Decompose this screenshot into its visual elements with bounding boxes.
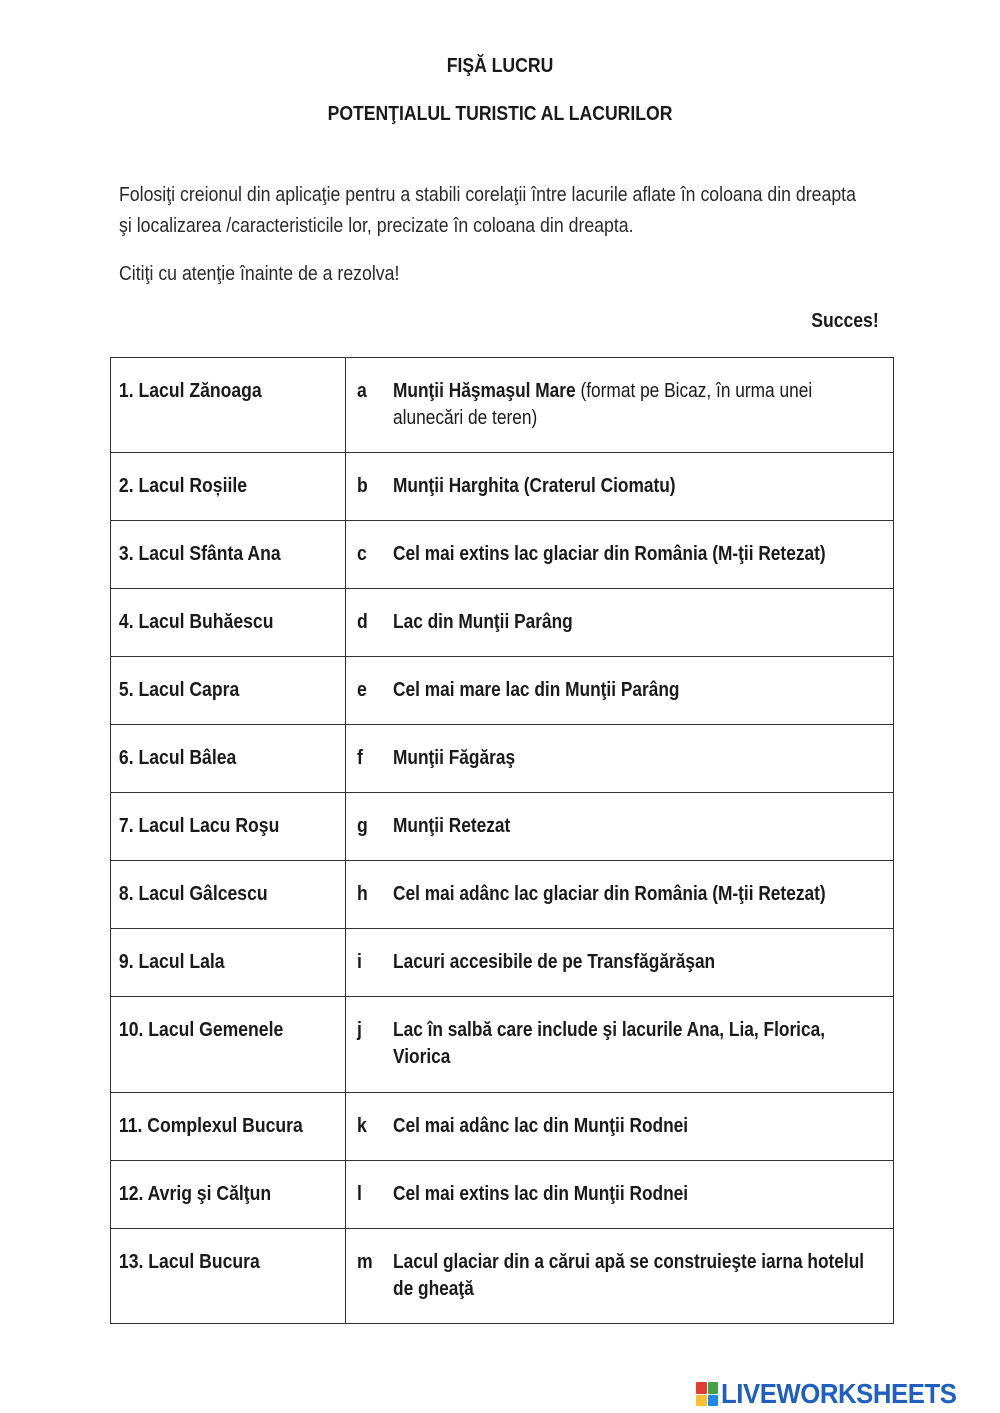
- description-cell[interactable]: [346, 725, 894, 793]
- description-bold: Lacul glaciar din a cărui apă se construieşte iarna hotelul de gheaţă: [393, 1251, 865, 1300]
- table-row: [111, 861, 894, 929]
- table-row: [111, 1093, 894, 1161]
- lake-name: 13. Lacul Bucura: [118, 1251, 260, 1273]
- lake-name: 4. Lacul Buhăescu: [118, 611, 274, 633]
- description-cell[interactable]: [346, 793, 894, 861]
- logo-text: LIVEWORKSHEETS: [721, 1378, 957, 1409]
- description-cell[interactable]: [346, 1093, 894, 1161]
- option-letter: b: [357, 475, 368, 497]
- option-description: [393, 378, 877, 432]
- lake-name: 6. Lacul Bâlea: [118, 747, 237, 769]
- option-description: [393, 1017, 877, 1071]
- option-letter: h: [357, 883, 368, 905]
- lake-cell[interactable]: [111, 1229, 346, 1324]
- description-cell[interactable]: [346, 521, 894, 589]
- table-row: [111, 358, 894, 453]
- liveworksheets-logo: [696, 1378, 977, 1410]
- option-letter: c: [357, 543, 367, 565]
- lake-name: 12. Avrig şi Călţun: [118, 1183, 272, 1205]
- description-bold: Lac din Munţii Parâng: [393, 611, 573, 633]
- option-description: [393, 881, 877, 908]
- option-letter: f: [357, 747, 363, 769]
- option-description: [393, 541, 877, 568]
- lake-cell[interactable]: [111, 861, 346, 929]
- description-bold: Lac în salbă care include şi lacurile Ana, Lia, Florica, Viorica: [393, 1019, 826, 1068]
- description-bold: Cel mai adânc lac glaciar din România (M-ţii Retezat): [393, 883, 826, 905]
- lake-cell[interactable]: [111, 793, 346, 861]
- table-row: [111, 657, 894, 725]
- lake-cell[interactable]: [111, 657, 346, 725]
- lake-cell[interactable]: [111, 358, 346, 453]
- option-letter: e: [357, 679, 367, 701]
- lake-name: 7. Lacul Lacu Roşu: [118, 815, 280, 837]
- instructions-warning: Citiţi cu atenţie înainte de a rezolva!: [119, 263, 400, 285]
- option-description: [393, 813, 877, 840]
- description-cell[interactable]: [346, 358, 894, 453]
- option-description: [393, 609, 877, 636]
- lake-name: 1. Lacul Zănoaga: [118, 380, 262, 402]
- lake-name: 8. Lacul Gâlcescu: [118, 883, 268, 905]
- description-bold: Cel mai extins lac din Munţii Rodnei: [393, 1183, 689, 1205]
- table-row: [111, 521, 894, 589]
- description-bold: Munţii Hăşmaşul Mare: [393, 380, 576, 402]
- lake-cell[interactable]: [111, 589, 346, 657]
- option-letter: i: [357, 951, 362, 973]
- option-letter: a: [357, 380, 367, 402]
- description-cell[interactable]: [346, 997, 894, 1093]
- option-letter: k: [357, 1115, 367, 1137]
- matching-table: [110, 357, 894, 1324]
- lake-cell[interactable]: [111, 521, 346, 589]
- table-row: [111, 589, 894, 657]
- table-row: [111, 725, 894, 793]
- description-bold: Munţii Harghita (Craterul Ciomatu): [393, 475, 676, 497]
- lake-cell[interactable]: [111, 929, 346, 997]
- description-note: (format pe Bicaz, în urma unei alunecări de teren): [393, 380, 813, 429]
- option-description: [393, 1181, 877, 1208]
- option-description: [393, 1249, 877, 1303]
- description-cell[interactable]: [346, 861, 894, 929]
- option-letter: j: [357, 1019, 362, 1041]
- option-letter: m: [357, 1251, 373, 1273]
- description-cell[interactable]: [346, 589, 894, 657]
- lake-cell[interactable]: [111, 725, 346, 793]
- table-row: [111, 1161, 894, 1229]
- lake-cell[interactable]: [111, 997, 346, 1093]
- description-cell[interactable]: [346, 1161, 894, 1229]
- option-letter: l: [357, 1183, 362, 1205]
- lake-cell[interactable]: [111, 1161, 346, 1229]
- lake-cell[interactable]: [111, 1093, 346, 1161]
- table-row: [111, 997, 894, 1093]
- table-row: [111, 793, 894, 861]
- description-cell[interactable]: [346, 929, 894, 997]
- lake-name: 2. Lacul Roșiile: [118, 475, 248, 497]
- description-cell[interactable]: [346, 453, 894, 521]
- lake-name: 10. Lacul Gemenele: [118, 1019, 284, 1041]
- option-description: [393, 745, 877, 772]
- option-letter: g: [357, 815, 368, 837]
- description-bold: Munţii Retezat: [393, 815, 511, 837]
- option-description: [393, 1113, 877, 1140]
- description-cell[interactable]: [346, 657, 894, 725]
- lake-name: 11. Complexul Bucura: [118, 1115, 303, 1137]
- description-bold: Munţii Făgăraş: [393, 747, 516, 769]
- description-bold: Cel mai mare lac din Munţii Parâng: [393, 679, 680, 701]
- option-description: [393, 949, 877, 976]
- table-row: [111, 453, 894, 521]
- lake-name: 9. Lacul Lala: [118, 951, 225, 973]
- closing-text: Succes!: [811, 310, 879, 332]
- table-row: [111, 929, 894, 997]
- description-bold: Lacuri accesibile de pe Transfăgărăşan: [393, 951, 716, 973]
- lake-name: 5. Lacul Capra: [118, 679, 240, 701]
- option-letter: d: [357, 611, 368, 633]
- instructions-text: Folosiţi creionul din aplicaţie pentru a stabili corelaţii între lacurile aflate în coloana din dreapta şi localizarea /caracteristicile lor, precizate în coloana din dreapta.: [119, 184, 856, 237]
- table-row: [111, 1229, 894, 1324]
- liveworksheets-logo-icon: [696, 1382, 718, 1406]
- lake-cell[interactable]: [111, 453, 346, 521]
- lake-name: 3. Lacul Sfânta Ana: [118, 543, 281, 565]
- worksheet-subtitle: POTENŢIALUL TURISTIC AL LACURILOR: [327, 103, 673, 125]
- description-bold: Cel mai adânc lac din Munţii Rodnei: [393, 1115, 689, 1137]
- worksheet-title: FIŞĂ LUCRU: [446, 55, 554, 77]
- option-description: [393, 677, 877, 704]
- option-description: [393, 473, 877, 500]
- description-cell[interactable]: [346, 1229, 894, 1324]
- description-bold: Cel mai extins lac glaciar din România (M-ţii Retezat): [393, 543, 826, 565]
